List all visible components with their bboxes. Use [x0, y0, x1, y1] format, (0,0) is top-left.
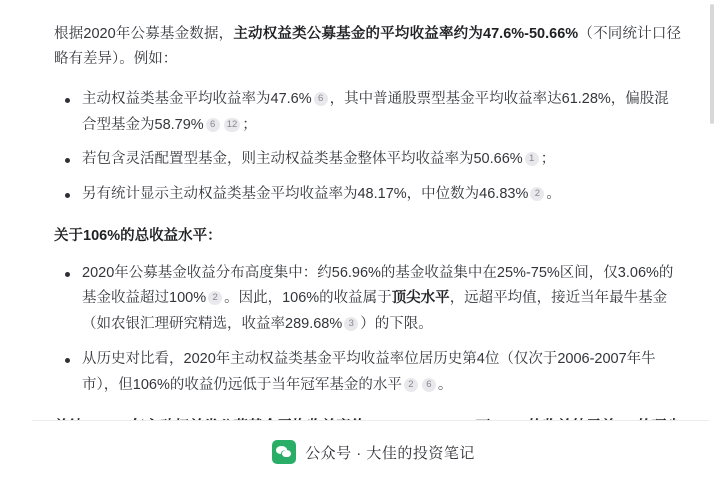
- bullet-text: 若包含灵活配置型基金，则主动权益类基金整体平均收益率为50.66%: [82, 151, 523, 168]
- list-item: [80, 347, 681, 399]
- reference-badge[interactable]: 6: [206, 118, 220, 132]
- wechat-icon: [272, 440, 296, 464]
- reference-badge[interactable]: 3: [344, 317, 358, 331]
- page-footer: [32, 420, 715, 483]
- section-bullet-list: [54, 261, 681, 399]
- bullet-text: ；: [242, 116, 257, 133]
- reference-badge[interactable]: 2: [208, 291, 222, 305]
- bullet-text: 。因此，106%的收益属于: [224, 290, 392, 307]
- scrollbar[interactable]: [709, 0, 715, 483]
- document-page: [32, 0, 715, 483]
- bullet-text: 主动权益类基金平均收益率为47.6%: [82, 90, 312, 107]
- reference-badge[interactable]: 1: [525, 152, 539, 166]
- bullet-text: ，其中普通股票型基金平均收益率达61.28%，偏股混合型基金为58.79%: [82, 90, 669, 133]
- intro-paragraph: [54, 22, 681, 73]
- left-margin-rail: [0, 0, 32, 483]
- intro-suffix: （不同统计口径略有差异）。例如：: [54, 26, 682, 68]
- reference-badge[interactable]: 2: [404, 378, 418, 392]
- bullet-text: 。: [546, 186, 561, 203]
- bullet-emphasis: 顶尖水平: [391, 290, 450, 307]
- list-item: [80, 261, 681, 338]
- intro-bold: 主动权益类公募基金的平均收益率约为47.6%-50.66%: [233, 26, 579, 42]
- reference-badge[interactable]: 12: [224, 118, 241, 132]
- footer-label: 公众号 · 大佳的投资笔记: [305, 444, 475, 462]
- bullet-text: 另有统计显示主动权益类基金平均收益率为48.17%，中位数为46.83%: [82, 186, 529, 203]
- intro-prefix: 根据2020年公募基金数据，: [54, 26, 234, 42]
- bullet-text: ；: [540, 151, 556, 168]
- scrollbar-thumb[interactable]: [710, 4, 714, 124]
- section-heading: 关于106%的总收益水平：: [54, 227, 222, 244]
- intro-bullet-list: [54, 87, 681, 208]
- bullet-text: 2020年公募基金收益分布高度集中：约56.96%的基金收益集中在25%-75%区间，仅3.06%的基金收益超过100%: [82, 264, 674, 307]
- list-item: [80, 182, 681, 208]
- list-item: [80, 87, 681, 139]
- list-item: [80, 147, 681, 173]
- reference-badge[interactable]: 6: [422, 378, 436, 392]
- bullet-text: 从历史对比看，2020年主动权益类基金平均收益率位居历史第4位（仅次于2006-2007年牛市），但106%的收益仍远低于当年冠军基金的水平: [82, 350, 656, 393]
- reference-badge[interactable]: 2: [530, 187, 544, 201]
- footer-content: [272, 440, 475, 464]
- bullet-text: ，远超平均值，接近当年最牛基金（如农银汇理研究精选，收益率289.68%: [82, 290, 668, 333]
- bullet-text: ）的下限。: [360, 316, 433, 333]
- reference-badge[interactable]: 6: [314, 92, 328, 106]
- bullet-text: 。: [437, 376, 453, 393]
